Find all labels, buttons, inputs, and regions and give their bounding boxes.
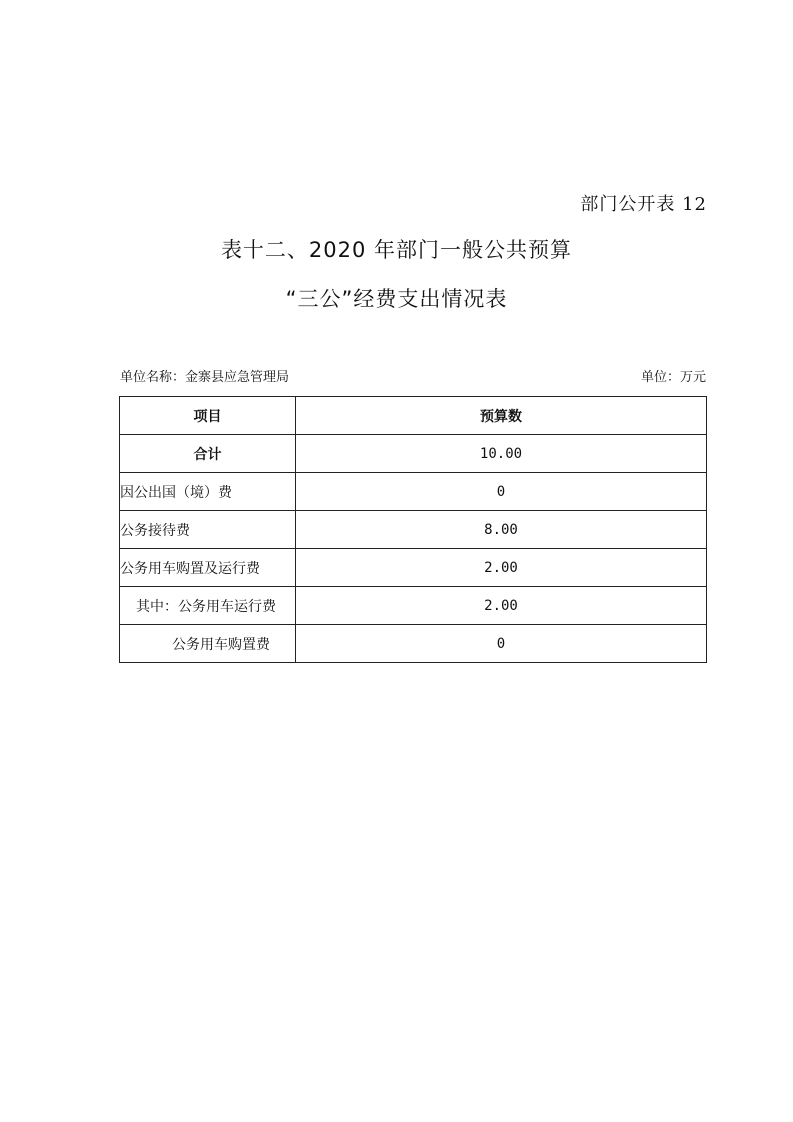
row-item-label: 公务用车购置及运行费 [120,549,296,587]
row-value: 2.00 [296,549,707,587]
row-value: 8.00 [296,511,707,549]
table-row [120,587,707,625]
budget-table [119,396,707,663]
unit-name: 单位名称：金寨县应急管理局 [120,370,290,385]
header-item: 项目 [120,397,296,435]
page-title: 表十二、2020 年部门一般公共预算 [220,238,573,262]
form-number: 部门公开表 12 [580,194,707,215]
header-budget: 预算数 [296,397,707,435]
row-value: 0 [296,625,707,663]
currency-unit: 单位：万元 [640,370,706,385]
row-value: 10.00 [296,435,707,473]
table-row [120,549,707,587]
table-row [120,435,707,473]
row-item-label: 公务接待费 [120,511,296,549]
row-item-label: 其中：公务用车运行费 [120,587,296,625]
page-subtitle: “三公”经费支出情况表 [285,287,508,311]
row-item-label: 公务用车购置费 [120,625,296,663]
table-row [120,511,707,549]
row-value: 2.00 [296,587,707,625]
row-item-label: 合计 [120,435,296,473]
table-header-row [120,397,707,435]
row-value: 0 [296,473,707,511]
table-row [120,625,707,663]
table-row [120,473,707,511]
row-item-label: 因公出国（境）费 [120,473,296,511]
